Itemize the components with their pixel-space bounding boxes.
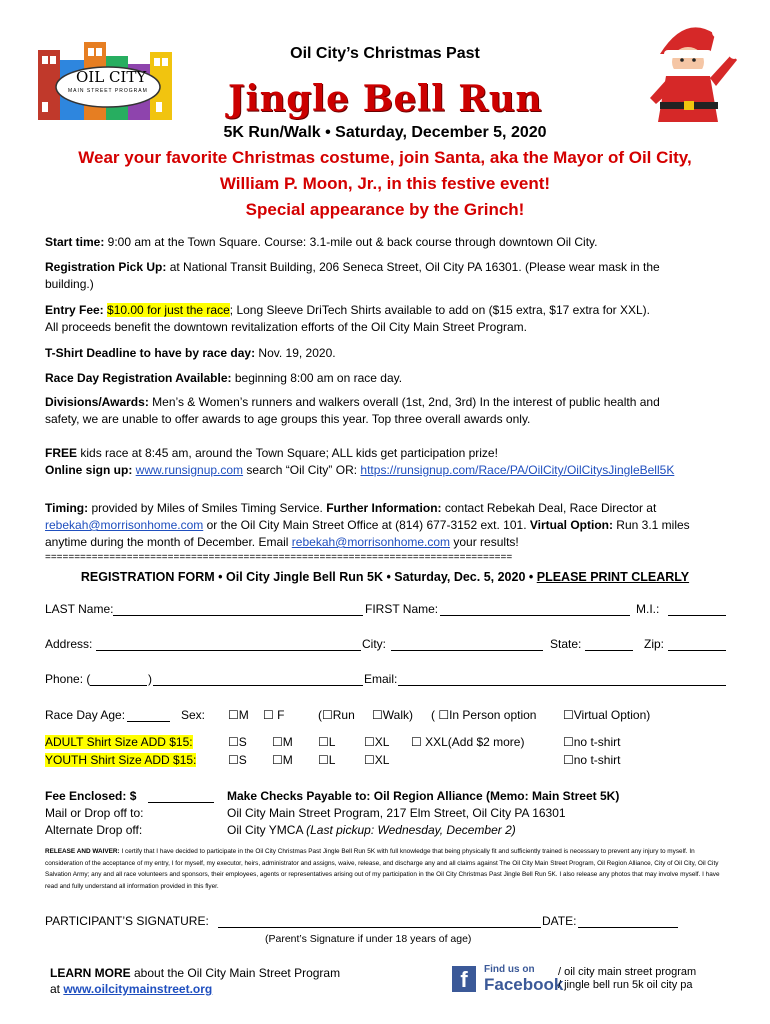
- grinch-line: Special appearance by the Grinch!: [245, 200, 525, 219]
- last-name-label: LAST Name:: [45, 602, 114, 616]
- run-checkbox[interactable]: (☐Run: [318, 708, 355, 722]
- youth-xl-checkbox[interactable]: ☐XL: [364, 753, 390, 767]
- race-link[interactable]: https://runsignup.com/Race/PA/OilCity/OilCitysJingleBell5K: [360, 463, 675, 477]
- state-field[interactable]: [585, 636, 633, 651]
- adult-m-checkbox[interactable]: ☐M: [272, 735, 293, 749]
- city-field[interactable]: [391, 636, 543, 651]
- page-title: Jingle Bell Run: [227, 78, 543, 120]
- mi-field[interactable]: [668, 601, 726, 616]
- runsignup-link[interactable]: www.runsignup.com: [135, 463, 244, 477]
- fee-label: Fee Enclosed: $: [45, 789, 137, 803]
- mi-label: M.I.:: [636, 602, 660, 616]
- email-label: Email:: [364, 672, 398, 686]
- virtual-info: anytime during the month of December. Email rebekah@morrisonhome.com your results!: [45, 535, 519, 549]
- age-label: Race Day Age:: [45, 708, 126, 722]
- mayor-line: William P. Moon, Jr., in this festive event!: [219, 174, 551, 193]
- youth-m-checkbox[interactable]: ☐M: [272, 753, 293, 767]
- state-label: State:: [550, 637, 582, 651]
- sex-label: Sex:: [181, 708, 206, 722]
- youth-s-checkbox[interactable]: ☐S: [228, 753, 247, 767]
- first-name-label: FIRST Name:: [365, 602, 439, 616]
- form-heading: REGISTRATION FORM • Oil City Jingle Bell Run 5K • Saturday, Dec. 5, 2020 • PLEASE PRINT CLEARLY: [80, 570, 690, 584]
- pretitle: Oil City’s Christmas Past: [290, 45, 480, 62]
- parent-signature-note: (Parent’s Signature if under 18 years of age): [265, 933, 472, 945]
- zip-field[interactable]: [668, 636, 726, 651]
- sex-m-checkbox[interactable]: ☐M: [228, 708, 249, 722]
- free-kids-race: FREE kids race at 8:45 am, around the Town Square; ALL kids get participation prize!: [45, 446, 498, 460]
- alt-dropoff-label: Alternate Drop off:: [45, 823, 143, 837]
- logo-subtext: MAIN STREET PROGRAM: [68, 88, 148, 94]
- signature-field[interactable]: [218, 913, 541, 928]
- email-link[interactable]: rebekah@morrisonhome.com: [45, 518, 204, 532]
- youth-shirt-label: YOUTH Shirt Size ADD $15:: [45, 753, 197, 767]
- site-line: at www.oilcitymainstreet.org: [50, 982, 213, 996]
- email-link-2[interactable]: rebekah@morrisonhome.com: [291, 535, 451, 549]
- timing-info: Timing: provided by Miles of Smiles Timing Service. Further Information: contact Rebekah Deal, Race Director at: [45, 501, 657, 515]
- payable-text: Make Checks Payable to: Oil Region Alliance (Memo: Main Street 5K): [227, 789, 620, 803]
- sex-f-checkbox[interactable]: ☐ F: [263, 708, 285, 722]
- logo-text: OIL CITY: [76, 68, 147, 86]
- ymca-text: Oil City YMCA (Last pickup: Wednesday, December 2): [227, 823, 516, 837]
- online-signup: Online sign up: www.runsignup.com search “Oil City” OR: https://runsignup.com/Race/PA/OilCity/OilCitysJingleBell5K: [45, 463, 675, 477]
- raceday-registration: Race Day Registration Available: beginning 8:00 am on race day.: [45, 371, 403, 385]
- phone-field[interactable]: [153, 671, 363, 686]
- tshirt-deadline: T-Shirt Deadline to have by race day: Nov. 19, 2020.: [45, 346, 336, 360]
- address-label: Address:: [45, 637, 93, 651]
- adult-shirt-label: ADULT Shirt Size ADD $15:: [45, 735, 193, 749]
- phone-label: Phone: (: [45, 672, 91, 686]
- virtual-checkbox[interactable]: ☐Virtual Option): [563, 708, 651, 722]
- fee-field[interactable]: [148, 788, 214, 803]
- learn-more: LEARN MORE about the Oil City Main Street Program: [50, 966, 341, 980]
- release-waiver: RELEASE AND WAIVER: I certify that I have decided to participate in the Oil City Christmas Past Jingle Bell Run 5K with full knowledge that being physically fit and sufficiently trained is necessary to prevent any injury to myself. In consideration of the acceptance of my entry, I for myself, my executor, heirs, administrator and assigns, waive, release, and discharge any and all claims against The Oil City Main Street Program, Oil Region Alliance, City of Oil City, Oil City Salvation Army; any and all race volunteers and sponsors, their employees, agents or representatives arising out of my participation in the Oil City Christmas Past Jingle Bell Run 5K. I also release any photos that may involve myself. I have read and fully understand all information provided in this flyer.: [45, 848, 720, 890]
- facebook-page-2: / jingle bell run 5k oil city pa: [558, 979, 693, 991]
- mail-label: Mail or Drop off to:: [45, 806, 144, 820]
- address-field[interactable]: [96, 636, 361, 651]
- youth-l-checkbox[interactable]: ☐L: [318, 753, 336, 767]
- signature-label: PARTICIPANT’S SIGNATURE:: [45, 914, 209, 928]
- adult-xxl-checkbox[interactable]: ☐ XXL(Add $2 more): [411, 735, 525, 749]
- contact-info: rebekah@morrisonhome.com or the Oil City Main Street Office at (814) 677-3152 ext. 101. Virtual Option: Run 3.1 miles: [45, 518, 690, 532]
- entry-fee: Entry Fee: $10.00 for just the race; Long Sleeve DriTech Shirts available to add on ($15 extra, $17 extra for XXL). All proceeds benefit the downtown revitalization efforts of the Oil City Main Street Program.: [45, 303, 651, 334]
- facebook-label: Facebook: [484, 975, 564, 994]
- adult-l-checkbox[interactable]: ☐L: [318, 735, 336, 749]
- first-name-field[interactable]: [440, 601, 630, 616]
- zip-label: Zip:: [644, 637, 665, 651]
- facebook-page-1: / oil city main street program: [558, 966, 697, 978]
- event-subtitle: 5K Run/Walk • Saturday, December 5, 2020: [223, 124, 547, 141]
- adult-xl-checkbox[interactable]: ☐XL: [364, 735, 390, 749]
- in-person-checkbox[interactable]: ( ☐In Person option: [431, 708, 537, 722]
- adult-no-shirt-checkbox[interactable]: ☐no t-shirt: [563, 735, 621, 749]
- site-link[interactable]: www.oilcitymainstreet.org: [63, 982, 213, 996]
- date-label: DATE:: [542, 914, 577, 928]
- divisions-awards: Divisions/Awards: Men’s & Women’s runners and walkers overall (1st, 2nd, 3rd) In the interest of public health and safety, we are unable to offer awards to age groups this year. Top three overall awards only.: [45, 395, 660, 426]
- last-name-field[interactable]: [113, 601, 363, 616]
- email-field[interactable]: [398, 671, 726, 686]
- find-us-label: Find us on: [484, 964, 535, 975]
- registration-pickup: Registration Pick Up: at National Transit Building, 206 Seneca Street, Oil City PA 16301. (Please wear mask in the building.): [45, 260, 660, 291]
- age-field[interactable]: [127, 707, 170, 722]
- divider: ================================================================================: [45, 552, 513, 563]
- phone-area-field[interactable]: [90, 671, 147, 686]
- start-time: Start time: 9:00 am at the Town Square. Course: 3.1-mile out & back course through downtown Oil City.: [45, 235, 598, 249]
- walk-checkbox[interactable]: ☐Walk): [372, 708, 413, 722]
- facebook-icon: f: [452, 966, 476, 992]
- costume-line: Wear your favorite Christmas costume, join Santa, aka the Mayor of Oil City,: [78, 148, 692, 167]
- youth-no-shirt-checkbox[interactable]: ☐no t-shirt: [563, 753, 621, 767]
- phone-close-paren: ): [148, 672, 152, 686]
- date-field[interactable]: [578, 913, 678, 928]
- adult-s-checkbox[interactable]: ☐S: [228, 735, 247, 749]
- city-label: City:: [362, 637, 386, 651]
- mail-address: Oil City Main Street Program, 217 Elm Street, Oil City PA 16301: [227, 806, 566, 820]
